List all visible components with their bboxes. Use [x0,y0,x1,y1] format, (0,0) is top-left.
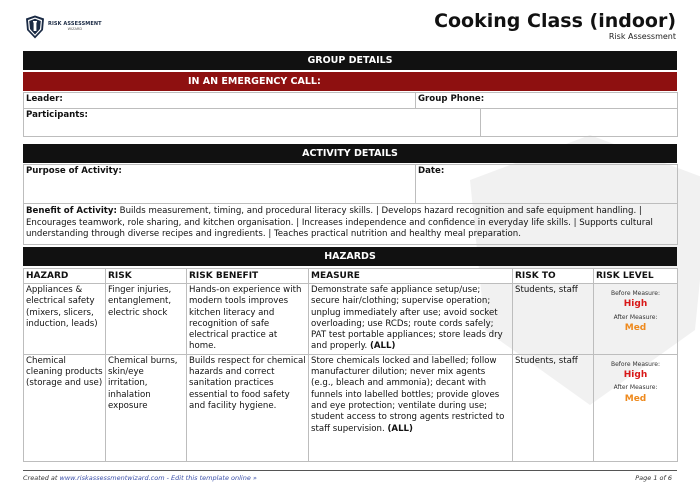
activity-details-section [23,144,677,245]
logo [25,15,102,39]
after-measure-label: After Measure: [613,384,658,392]
hazards-heading: HAZARDS [23,247,677,266]
hazards-header-row [24,269,678,284]
risk-to-cell: Students, staff [513,284,594,355]
after-level-badge: Med [624,393,647,404]
leader-field[interactable]: Leader: [24,93,416,109]
col-risk: RISK [106,269,187,284]
col-risk-level: RISK LEVEL [594,269,678,284]
before-measure-label: Before Measure: [610,360,661,368]
purpose-field[interactable]: Purpose of Activity: [24,165,416,204]
risk-cell: Finger injuries, entanglement, electric shock [106,284,187,355]
table-row [24,284,678,355]
group-details-heading: GROUP DETAILS [23,51,677,70]
date-field[interactable]: Date: [416,165,678,204]
after-measure-label: After Measure: [613,313,658,321]
before-measure-label: Before Measure: [610,290,661,297]
participants-field[interactable]: Participants: [24,109,481,137]
hazards-table [23,268,678,462]
emergency-call-banner: IN AN EMERGENCY CALL: [23,72,677,91]
benefit-cell: Builds respect for chemical hazards and correct sanitation practices essential to food safety and facility hygiene. [187,354,309,461]
before-level-badge: High [623,370,648,381]
benefit-cell: Hands-on experience with modern tools improves kitchen literacy and recognition of safe electrical practice at home. [187,284,309,355]
measure-tag: (ALL) [387,423,413,434]
measure-cell [309,354,513,461]
risk-level-cell [594,284,678,355]
measure-cell [309,284,513,355]
col-measure: MEASURE [309,269,513,284]
benefit-text: Builds measurement, timing, and procedural literacy skills. | Develops hazard recognition and safe equipment handling. | Encourages teamwork, role sharing, and kitchen organisation. | Increases independence and confidence in everyday life skills. | Supports cultural understanding through diverse recipes and ingredients. | Teaches practical nutrition and healthy meal preparation. [26,206,653,239]
table-row [24,354,678,461]
shield-lighthouse-icon [25,15,45,39]
template-link[interactable]: www.riskassessmentwizard.com - Edit this template online » [59,474,257,482]
benefit-label: Benefit of Activity: [26,206,117,216]
document-title: Cooking Class (indoor) [434,10,676,32]
col-risk-to: RISK TO [513,269,594,284]
group-phone-field[interactable]: Group Phone: [416,93,678,109]
footer-prefix: Created at [23,474,60,482]
risk-level-cell [594,354,678,461]
page-number: Page 1 of 6 [635,474,672,482]
measure-tag: (ALL) [369,341,396,352]
hazard-cell: Chemical cleaning products (storage and use) [24,354,106,461]
hazards-section [23,247,677,462]
logo-title: RISK ASSESSMENT [48,21,102,28]
after-level-badge: Med [624,322,647,333]
activity-details-table [23,164,678,245]
measure-text: Store chemicals locked and labelled; follow manufacturer dilution; never mix agents (e.g., bleach and ammonia); decant with funnels into labelled bottles; provide gloves and eye protection; ventilate during use; student access to strong agents restricted to staff supervision. [311,355,505,434]
benefit-of-activity [24,204,678,245]
risk-cell: Chemical burns, skin/eye irritation, inhalation exposure [106,354,187,461]
logo-subtitle: WIZARD [67,27,83,32]
document-subtitle: Risk Assessment [608,32,676,41]
before-level-badge: High [623,299,648,310]
group-details-section [23,51,677,137]
col-hazard: HAZARD [24,269,106,284]
col-risk-benefit: RISK BENEFIT [187,269,309,284]
participants-extra-field[interactable] [481,109,678,137]
risk-to-cell: Students, staff [513,354,594,461]
footer-credit [23,474,257,482]
group-details-table [23,92,678,137]
footer-divider [23,470,677,471]
activity-details-heading: ACTIVITY DETAILS [23,144,677,163]
hazard-cell: Appliances & electrical safety (mixers, slicers, induction, leads) [24,284,106,355]
measure-text: Demonstrate safe appliance setup/use; secure hair/clothing; supervise operation; unplug immediately after use; avoid socket overloading; use RCDs; route cords safely; PAT test portable appliances; store leads dry and properly. [311,285,503,352]
